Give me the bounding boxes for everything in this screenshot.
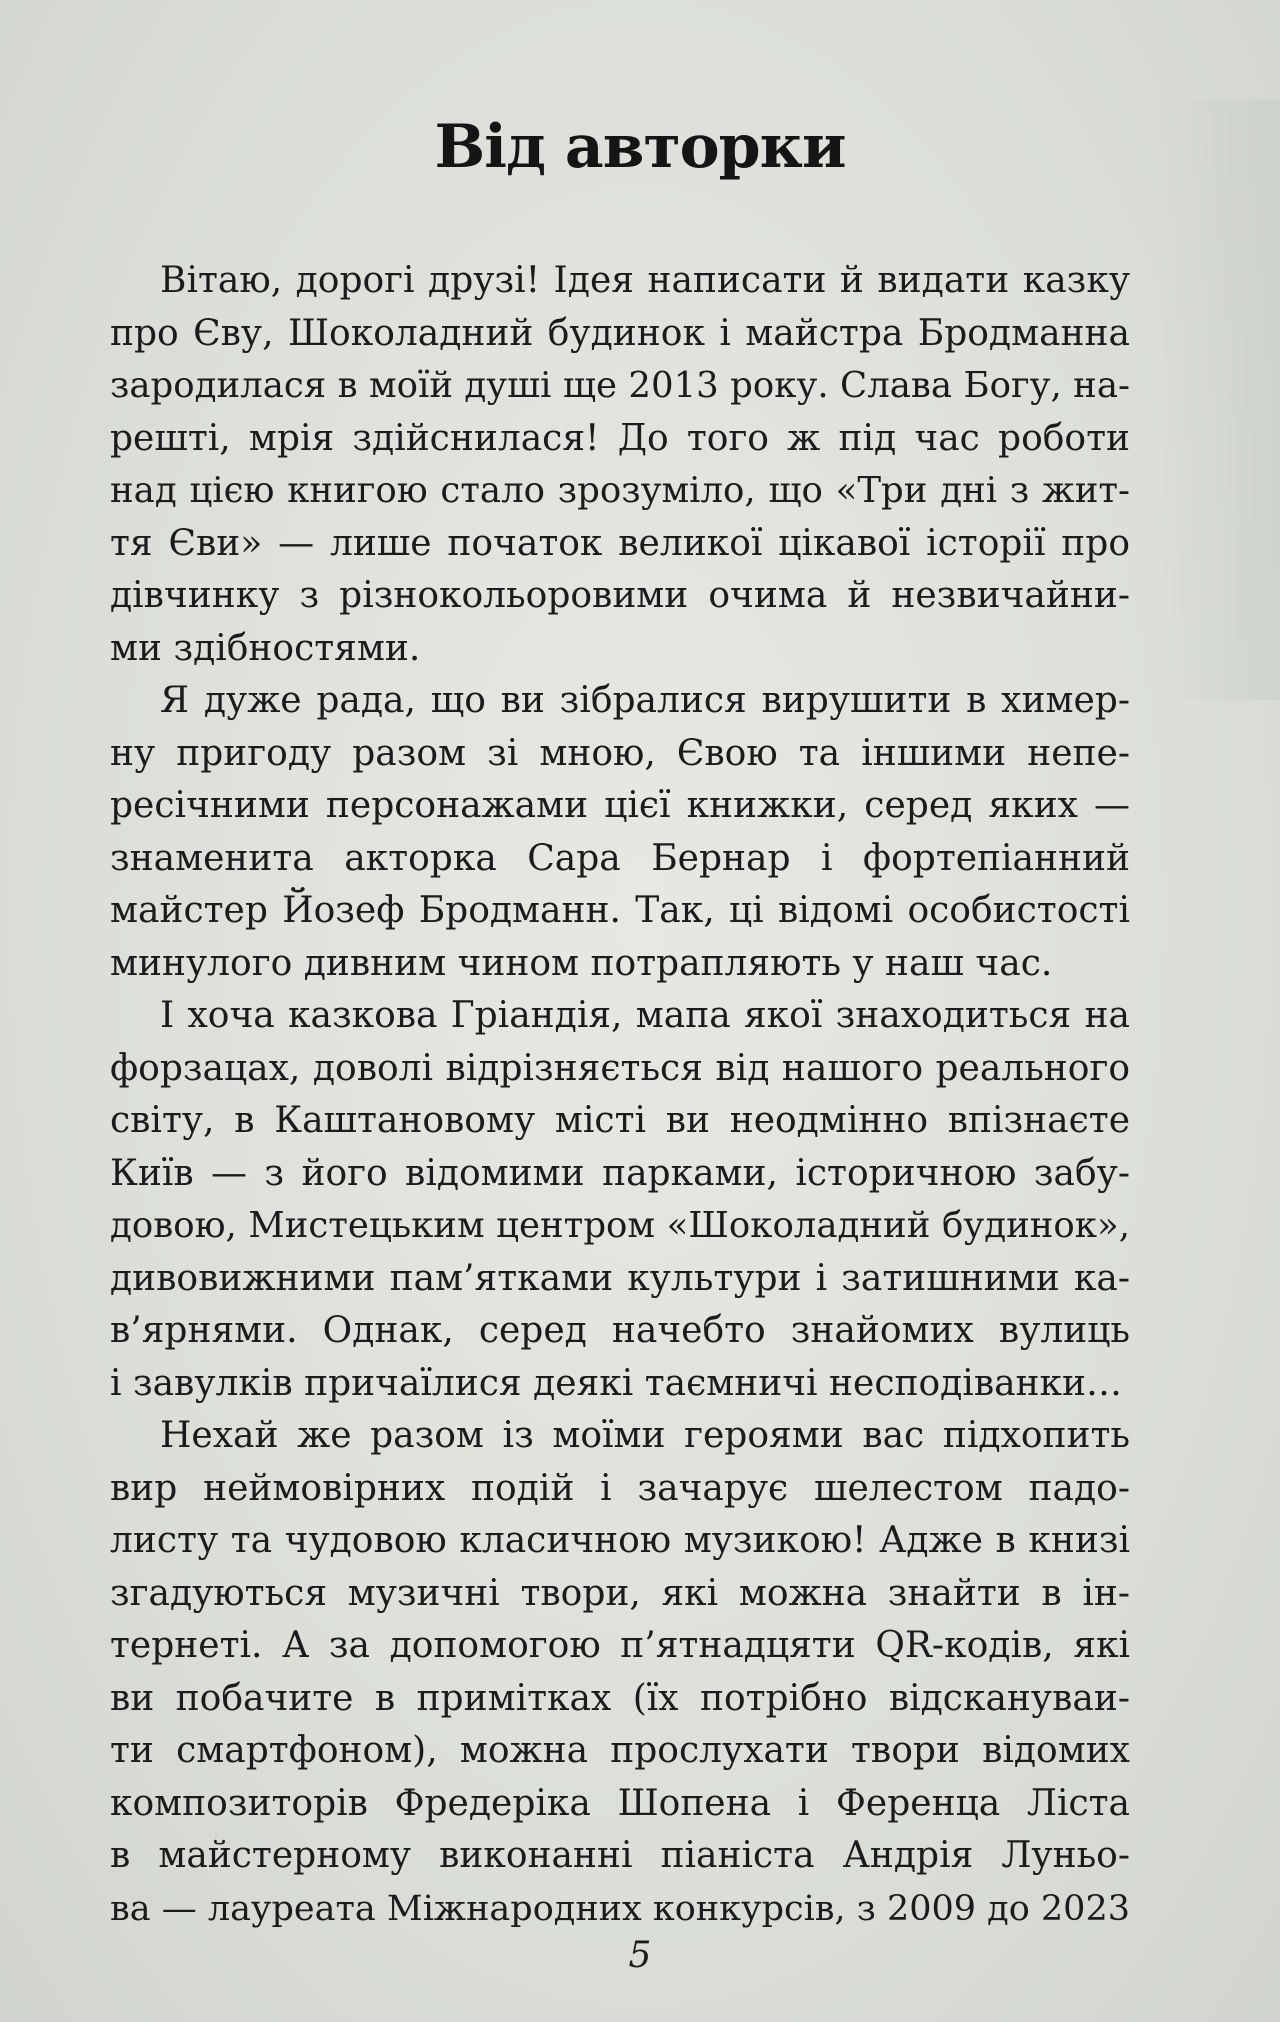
- text-line: світу, в Каштановому місті ви неодмінно впізнаєте: [110, 1100, 1130, 1141]
- text-line-p2: Я дуже рада, що ви зібралися вирушити в химер-: [160, 680, 1130, 721]
- text-line-p4: Нехай же разом із моїми героями вас підхопить: [160, 1415, 1130, 1456]
- text-line: довою, Мистецьким центром «Шоколадний будинок»,: [110, 1205, 1130, 1246]
- text-line: ресічними персонажами цієї книжки, серед яких —: [110, 785, 1130, 826]
- text-line: ти смартфоном), можна прослухати твори відомих: [110, 1730, 1130, 1771]
- text-line: майстер Йозеф Бродманн. Так, ці відомі особистості: [110, 890, 1130, 931]
- text-line: в’ярнями. Однак, серед начебто знайомих вулиць: [110, 1310, 1130, 1351]
- text-line: минулого дивним чином потрапляють у наш час.: [110, 942, 1053, 984]
- text-line: про Єву, Шоколадний будинок і майстра Бродманна: [110, 312, 1130, 354]
- text-line: дівчинку з різнокольоровими очима й незвичайни-: [110, 575, 1130, 616]
- text-line: форзацах, доволі відрізняється від нашого реального: [110, 1047, 1130, 1089]
- text-line: знаменита акторка Сара Бернар і фортепіанний: [110, 837, 1130, 879]
- text-line-p3: І хоча казкова Гріандія, мапа якої знаходиться на: [160, 995, 1130, 1036]
- text-line: Київ — з його відомими парками, історичною забу-: [110, 1152, 1130, 1194]
- text-line: і завулків причаїлися деякі таємничі несподіванки…: [110, 1362, 1123, 1404]
- text-line-p1: Вітаю, дорогі друзі! Ідея написати й видати казку: [160, 260, 1130, 301]
- text-line: в майстерному виконанні піаніста Андрія Луньо-: [110, 1835, 1130, 1876]
- page-number: 5: [628, 1935, 652, 1976]
- text-line: зародилася в моїй душі ще 2013 року. Слава Богу, на-: [110, 365, 1130, 406]
- text-line: решті, мрія здійснилася! До того ж під час роботи: [110, 417, 1130, 459]
- text-line: ви побачите в примітках (їх потрібно відскануваи-: [110, 1677, 1130, 1719]
- text-line: ну пригоду разом зі мною, Євою та іншими непе-: [110, 732, 1130, 774]
- text-line: дивовижними пам’ятками культури і затишними ка-: [110, 1257, 1130, 1299]
- text-line: над цією книгою стало зрозуміло, що «Три дні з жит-: [110, 470, 1130, 511]
- text-line: ва — лауреата Міжнародних конкурсів, з 2009 до 2023: [110, 1888, 1130, 1929]
- page-title: Від авторки: [434, 112, 846, 182]
- text-line: тернеті. А за допомогою п’ятнадцяти QR-кодів, які: [110, 1625, 1130, 1666]
- text-line: вир неймовірних подій і зачарує шелестом падо-: [110, 1467, 1130, 1509]
- body-text: [110, 255, 1130, 1935]
- text-line: композиторів Фредеріка Шопена і Ференца Ліста: [110, 1782, 1130, 1824]
- text-line: листу та чудовою класичною музикою! Адже в книзі: [110, 1520, 1130, 1561]
- text-line: згадуються музичні твори, які можна знайти в ін-: [110, 1572, 1130, 1614]
- show-through-shadow: [1160, 100, 1280, 700]
- text-line: ми здібностями.: [110, 627, 421, 669]
- text-line: тя Єви» — лише початок великої цікавої історії про: [110, 522, 1130, 564]
